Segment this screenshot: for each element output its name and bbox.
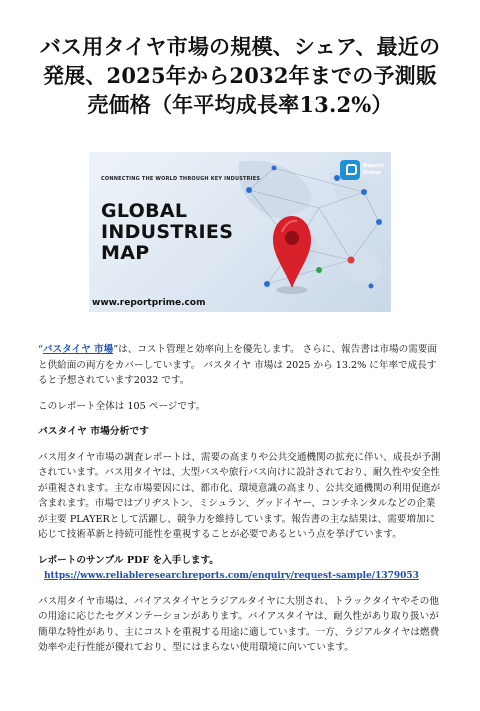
sample-label: レポートのサンプル PDF を入手します。 [38, 554, 219, 566]
document-body [38, 342, 442, 656]
report-prime-logo [340, 160, 384, 180]
location-pin-icon [273, 216, 311, 294]
sample-request-link[interactable]: https://www.reliableresearchreports.com/enquiry/request-sample/1379053 [44, 571, 419, 581]
page-count-note: このレポート全体は 105 ページです。 [38, 400, 206, 412]
sample-request [38, 553, 442, 585]
analysis-heading: バスタイヤ 市場分析です [38, 426, 149, 437]
hero-website: www.reportprime.com [92, 298, 206, 308]
intro-paragraph: “バスタイヤ 市場”は、コスト管理と効率向上を優先します。 さらに、報告書は市場の需要面と供給面の両方をカバーしています。 バスタイヤ 市場は 2025 から 13.2% に年率で成長すると予想されています2032 です。 [38, 344, 437, 386]
logo-line-1: Report [362, 163, 384, 169]
logo-line-2: Prime [362, 170, 382, 176]
document-page [0, 32, 480, 711]
segmentation-paragraph: バス用タイヤ市場は、バイアスタイヤとラジアルタイヤに大別され、トラックタイヤやその他の用途に応じたセグメンテーションがあります。バイアスタイヤは、耐久性があり取り扱いが簡単な特性があり、主にコストを重視する用途に適しています。一方、ラジアルタイヤは燃費効率や走行性能が優れており、型にはまらない使用環境に向いています。 [38, 595, 440, 653]
hero-banner-image [89, 152, 391, 312]
hero-big-title: GLOBAL INDUSTRIES MAP [101, 200, 234, 264]
hero-tagline: CONNECTING THE WORLD THROUGH KEY INDUSTRIES [101, 176, 261, 182]
report-prime-logo-icon [340, 160, 360, 180]
analysis-paragraph: バス用タイヤ市場の調査レポートは、需要の高まりや公共交通機関の拡充に伴い、成長が予測されています。バス用タイヤは、大型バスや旅行バス向けに設計されており、耐久性や安全性が重視されます。主な市場要因には、都市化、環境意識の高まり、公共交通機関の利用促進が含まれます。市場ではブリヂストン、ミシュラン、グッドイヤー、コンチネンタルなどの企業が主要 PLAYERとして活躍し、競争力を維持しています。報告書の主な結果は、需要増加に応じて技術革新と持続可能性を重視することが必要であるという点を挙げています。 [38, 451, 441, 540]
market-keyword-link[interactable]: バスタイヤ 市場 [42, 344, 114, 355]
page-title: バス用タイヤ市場の規模、シェア、最近の発展、2025年から2032年までの予測販売価格（年平均成長率13.2%） [39, 34, 441, 117]
